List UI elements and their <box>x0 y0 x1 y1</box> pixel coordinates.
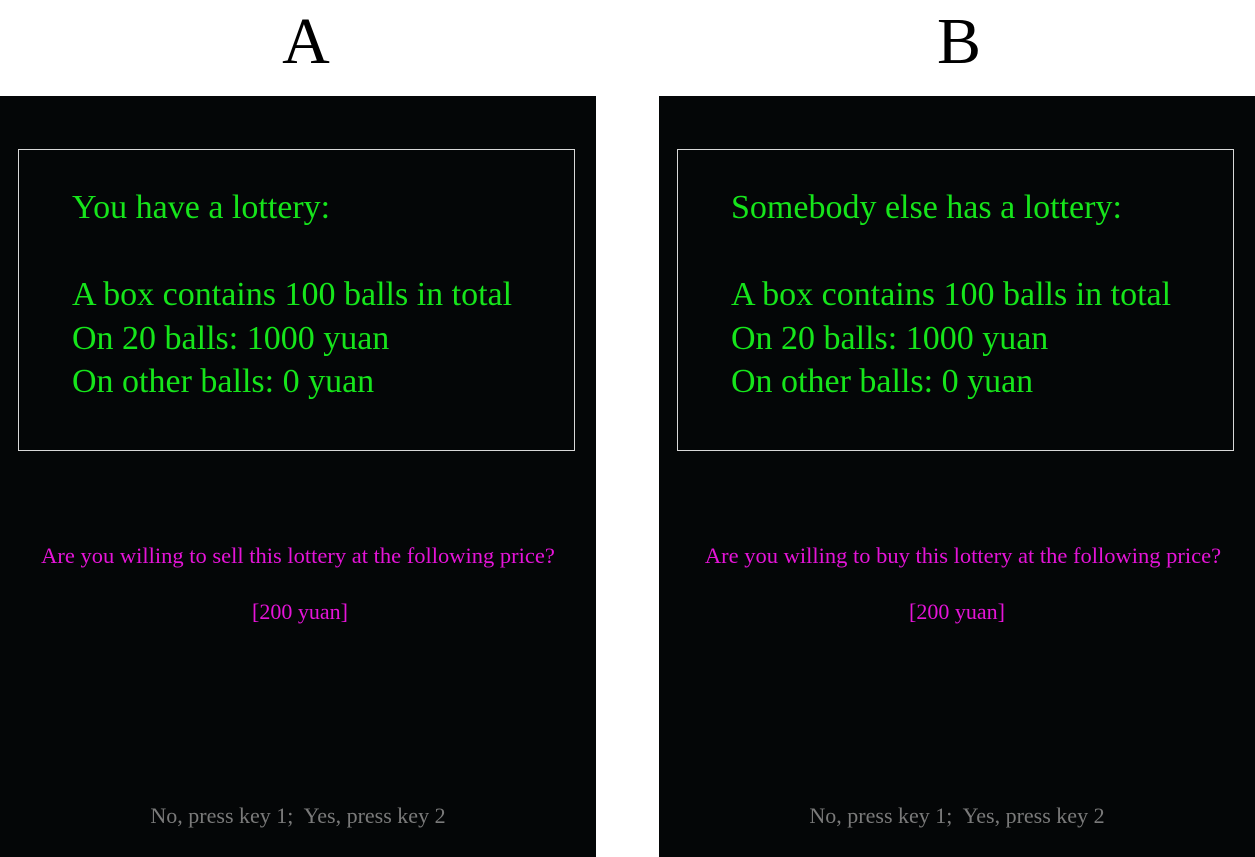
lottery-prize-line: On 20 balls: 1000 yuan <box>731 319 1049 357</box>
sell-question: Are you willing to sell this lottery at the following price? <box>41 543 555 568</box>
lottery-box <box>677 149 1234 451</box>
lottery-other-balls-line: On other balls: 0 yuan <box>731 363 1034 400</box>
lottery-description <box>72 186 512 404</box>
buy-question: Are you willing to buy this lottery at the following price? <box>704 543 1222 568</box>
lottery-box <box>18 149 575 451</box>
screen-buy <box>659 96 1255 857</box>
lottery-prize-line: On 20 balls: 1000 yuan <box>72 319 390 357</box>
lottery-other-balls-line: On other balls: 0 yuan <box>72 363 375 400</box>
lottery-owner-line: Somebody else has a lottery: <box>731 189 1122 226</box>
panel-label-b: B <box>936 5 982 78</box>
key-instructions: No, press key 1; Yes, press key 2 <box>809 803 1105 828</box>
lottery-total-balls-line: A box contains 100 balls in total <box>731 276 1172 313</box>
price-offer: [200 yuan] <box>252 599 348 624</box>
panel-label-a: A <box>282 5 330 78</box>
lottery-total-balls-line: A box contains 100 balls in total <box>72 276 513 313</box>
key-instructions: No, press key 1; Yes, press key 2 <box>150 803 446 828</box>
lottery-owner-line: You have a lottery: <box>72 189 331 226</box>
price-offer: [200 yuan] <box>909 599 1005 624</box>
screen-sell <box>0 96 596 857</box>
lottery-description <box>731 186 1171 404</box>
